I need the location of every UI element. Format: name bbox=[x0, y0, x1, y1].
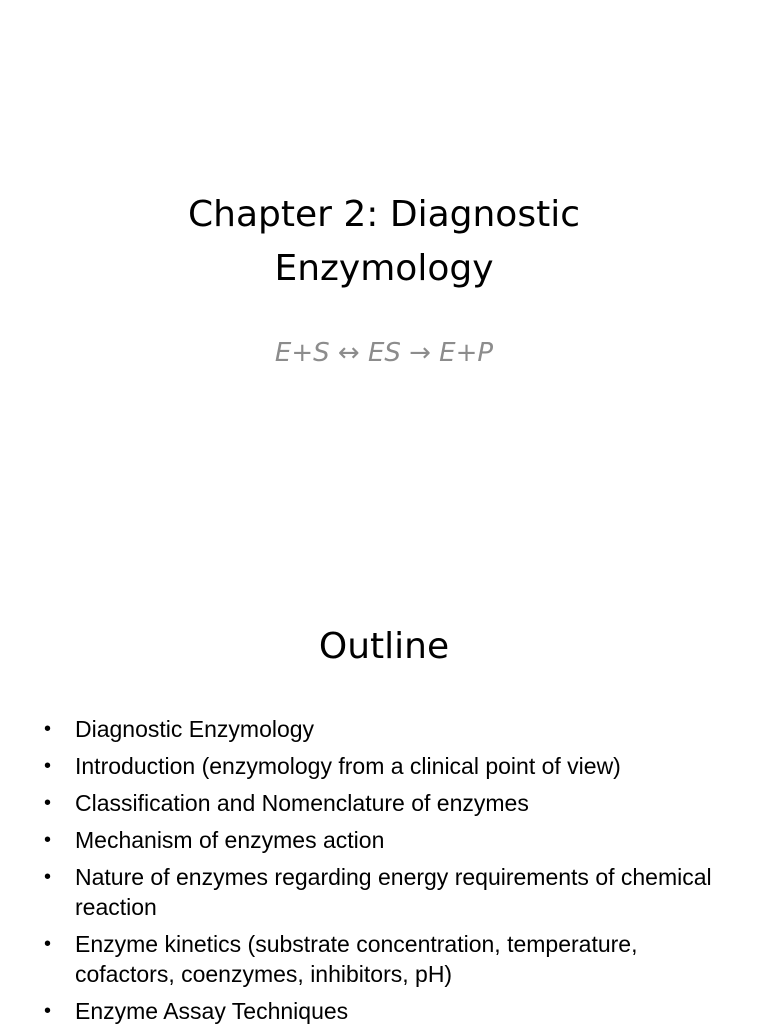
outline-slide bbox=[0, 576, 768, 1024]
list-item bbox=[44, 996, 734, 1024]
bullet-icon: • bbox=[44, 933, 52, 955]
list-item bbox=[44, 929, 734, 989]
outline-title: Outline bbox=[318, 626, 450, 667]
outline-list bbox=[44, 714, 734, 1024]
list-item-text: Enzyme kinetics (substrate concentration, temperature, cofactors, coenzymes, inhibitors, pH) bbox=[75, 931, 638, 987]
list-item-text: Diagnostic Enzymology bbox=[75, 716, 315, 742]
list-item bbox=[44, 714, 734, 744]
bullet-icon: • bbox=[44, 792, 52, 814]
reaction-equation: E+S ↔ ES → E+P bbox=[274, 338, 494, 368]
list-item bbox=[44, 751, 734, 781]
list-item bbox=[44, 825, 734, 855]
bullet-icon: • bbox=[44, 755, 52, 777]
list-item-text: Introduction (enzymology from a clinical point of view) bbox=[75, 753, 621, 779]
list-item bbox=[44, 788, 734, 818]
list-item bbox=[44, 862, 734, 922]
list-item-text: Classification and Nomenclature of enzymes bbox=[75, 790, 529, 816]
list-item-text: Nature of enzymes regarding energy requirements of chemical reaction bbox=[75, 864, 712, 920]
slide-title-line-1: Chapter 2: Diagnostic bbox=[188, 194, 580, 235]
list-item-text: Mechanism of enzymes action bbox=[75, 827, 385, 853]
list-item-text: Enzyme Assay Techniques bbox=[75, 998, 349, 1024]
slide-title bbox=[0, 188, 768, 296]
bullet-icon: • bbox=[44, 718, 52, 740]
slide-title-line-2: Enzymology bbox=[274, 248, 494, 289]
bullet-icon: • bbox=[44, 1000, 52, 1022]
bullet-icon: • bbox=[44, 829, 52, 851]
bullet-icon: • bbox=[44, 866, 52, 888]
